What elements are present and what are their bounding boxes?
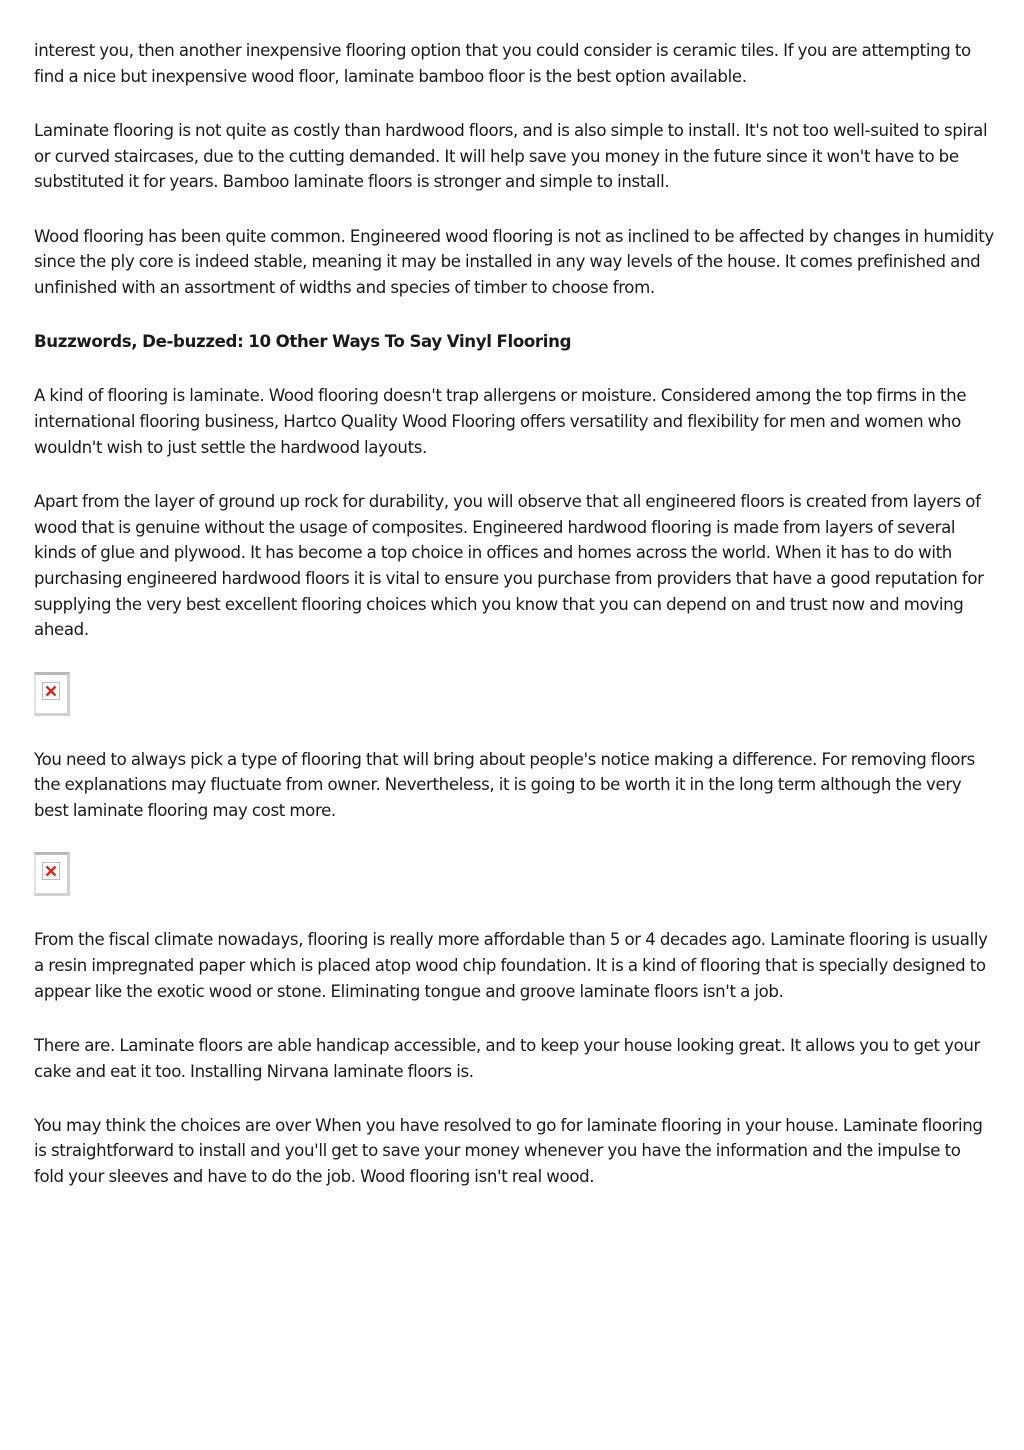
paragraph: There are. Laminate floors are able handicap accessible, and to keep your house looking great. It allows you to get your cake and eat it too. Installing Nirvana laminate floors is. xyxy=(34,1035,981,1081)
document-page xyxy=(34,38,994,1218)
broken-image-icon xyxy=(42,682,60,700)
broken-image-placeholder xyxy=(34,852,70,896)
broken-image-placeholder xyxy=(34,672,70,716)
paragraph: Apart from the layer of ground up rock for durability, you will observe that all engineered floors is created from layers of wood that is genuine without the usage of composites. Engineered hardwood flooring is made from layers of several kinds of glue and plywood. It has become a top choice in offices and homes across the world. When it has to do with purchasing engineered hardwood floors it is vital to ensure you purchase from providers that have a good reputation for supplying the very best excellent flooring choices which you know that you can depend on and trust now and moving ahead. xyxy=(34,491,984,640)
paragraph: Laminate flooring is not quite as costly than hardwood floors, and is also simple to install. It's not too well-suited to spiral or curved staircases, due to the cutting demanded. It will help save you money in the future since it won't have to be substituted it for years. Bamboo laminate floors is stronger and simple to install. xyxy=(34,120,988,192)
section-heading: Buzzwords, De-buzzed: 10 Other Ways To Say Vinyl Flooring xyxy=(34,332,572,352)
paragraph: interest you, then another inexpensive flooring option that you could consider is ceramic tiles. If you are attempting to find a nice but inexpensive wood floor, laminate bamboo floor is the best option available. xyxy=(34,41,971,86)
paragraph: A kind of flooring is laminate. Wood flooring doesn't trap allergens or moisture. Considered among the top firms in the international flooring business, Hartco Quality Wood Flooring offers versatility and flexibility for men and women who wouldn't wish to just settle the hardwood layouts. xyxy=(34,386,967,457)
paragraph: You need to always pick a type of flooring that will bring about people's notice making a difference. For removing floors the explanations may fluctuate from owner. Nevertheless, it is going to be worth it in the long term although the very best laminate flooring may cost more. xyxy=(34,749,975,821)
paragraph: From the fiscal climate nowadays, flooring is really more affordable than 5 or 4 decades ago. Laminate flooring is usually a resin impregnated paper which is placed atop wood chip foundation. It is a kind of flooring that is specially designed to appear like the exotic wood or stone. Eliminating tongue and groove laminate floors isn't a job. xyxy=(34,930,988,1001)
broken-image-icon xyxy=(42,862,60,880)
paragraph: Wood flooring has been quite common. Engineered wood flooring is not as inclined to be affected by changes in humidity since the ply core is indeed stable, meaning it may be installed in any way levels of the house. It comes prefinished and unfinished with an assortment of widths and species of timber to choose from. xyxy=(34,226,994,297)
paragraph: You may think the choices are over When you have resolved to go for laminate flooring in your house. Laminate flooring is straightforward to install and you'll get to save your money whenever you have the information and the impulse to fold your sleeves and have to do the job. Wood flooring isn't real wood. xyxy=(34,1115,983,1187)
